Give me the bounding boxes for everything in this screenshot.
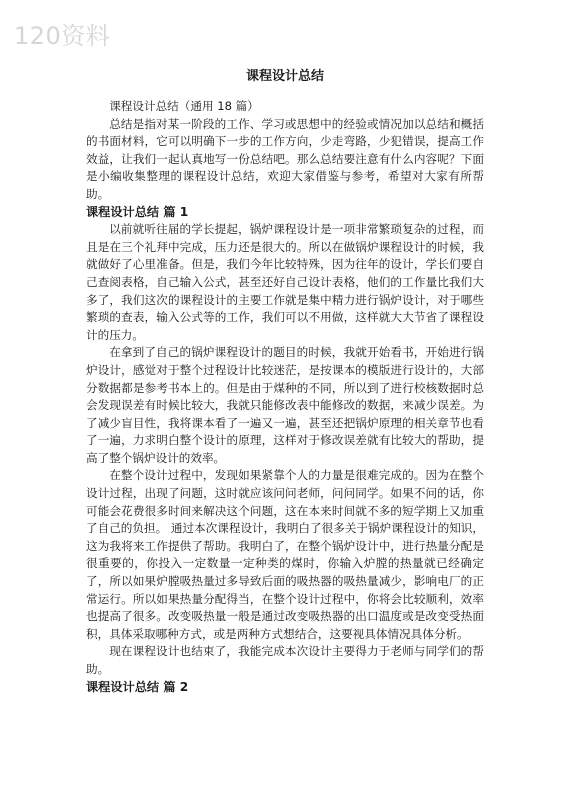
document-body (86, 98, 484, 696)
section-heading: 课程设计总结 篇 1 (86, 204, 189, 219)
body-paragraph: 现在课程设计也结束了，我能完成本次设计主要得力于老师与同学们的帮助。 (86, 644, 484, 676)
body-paragraph: 以前就听往届的学长提起，锅炉课程设计是一项非常繁琐复杂的过程，而且是在三个礼拜中完成，压力还是很大的。所以在做锅炉课程设计的时候，我就做好了心里准备。但是，我们今年比较特殊，因为往年的设计，学长们要自己查阅表格，自己输入公式，甚至还好自己设计表格，他们的工作量比我们大多了，我们这次的课程设计的主要工作就是集中精力进行锅炉设计，对于哪些繁琐的查表，输入公式等的工作，我们可以不用做，这样就大大节省了课程设计的压力。 (86, 222, 484, 342)
body-paragraph: 在拿到了自己的锅炉课程设计的题目的时候，我就开始看书，开始进行锅炉设计，感觉对于整个过程设计比较迷茫，是按课本的模版进行设计的，大部分数据都是参考书本上的。但是由于煤种的不同，所以到了进行校核数据时总会发现误差有时候比较大，我就只能修改表中能修改的数据，来减少误差。为了减少盲目性，我将课本看了一遍又一遍，甚至还把锅炉原理的相关章节也看了一遍，力求明白整个设计的原理，这样对于修改误差就有比较大的帮助，提高了整个锅炉设计的效率。 (86, 345, 484, 465)
document-subtitle: 课程设计总结（通用 18 篇） (109, 99, 259, 113)
body-paragraph: 在整个设计过程中，发现如果紧靠个人的力量是很难完成的。因为在整个设计过程，出现了问题，这时就应该问问老师，问问同学。如果不问的话，你可能会花费很多时间来解决这个问题，这在本来时间就不多的短学期上又加重了自己的负担。 通过本次课程设计，我明白了很多关于锅炉课程设计的知识，这为我将来工作提供了帮助。我明白了，在整个锅炉设计中，进行热量分配是很重要的，你投入一定数量一定种类的煤时，你输入炉膛的热量就已经确定了，所以如果炉膛吸热量过多导致后面的吸热器的吸热量减少，影响电厂的正常运行。所以如果热量分配得当，在整个设计过程中，你将会比较顺利，效率也提高了很多。改变吸热量一般是通过改变吸热器的出口温度或是改变受热面积，具体采取哪种方式，或是两种方式想结合，这要视具体情况具体分析。 (86, 468, 484, 641)
section-heading: 课程设计总结 篇 2 (86, 679, 189, 694)
watermark: 120资料 (14, 22, 111, 50)
intro-paragraph: 总结是指对某一阶段的工作、学习或思想中的经验或情况加以总结和概括的书面材料，它可以明确下一步的工作方向，少走弯路，少犯错误，提高工作效益，让我们一起认真地写一份总结吧。那么总结要注意有什么内容呢？下面是小编收集整理的课程设计总结，欢迎大家借鉴与参考，希望对大家有所帮助。 (86, 116, 484, 201)
page-title: 课程设计总结 (245, 69, 324, 84)
